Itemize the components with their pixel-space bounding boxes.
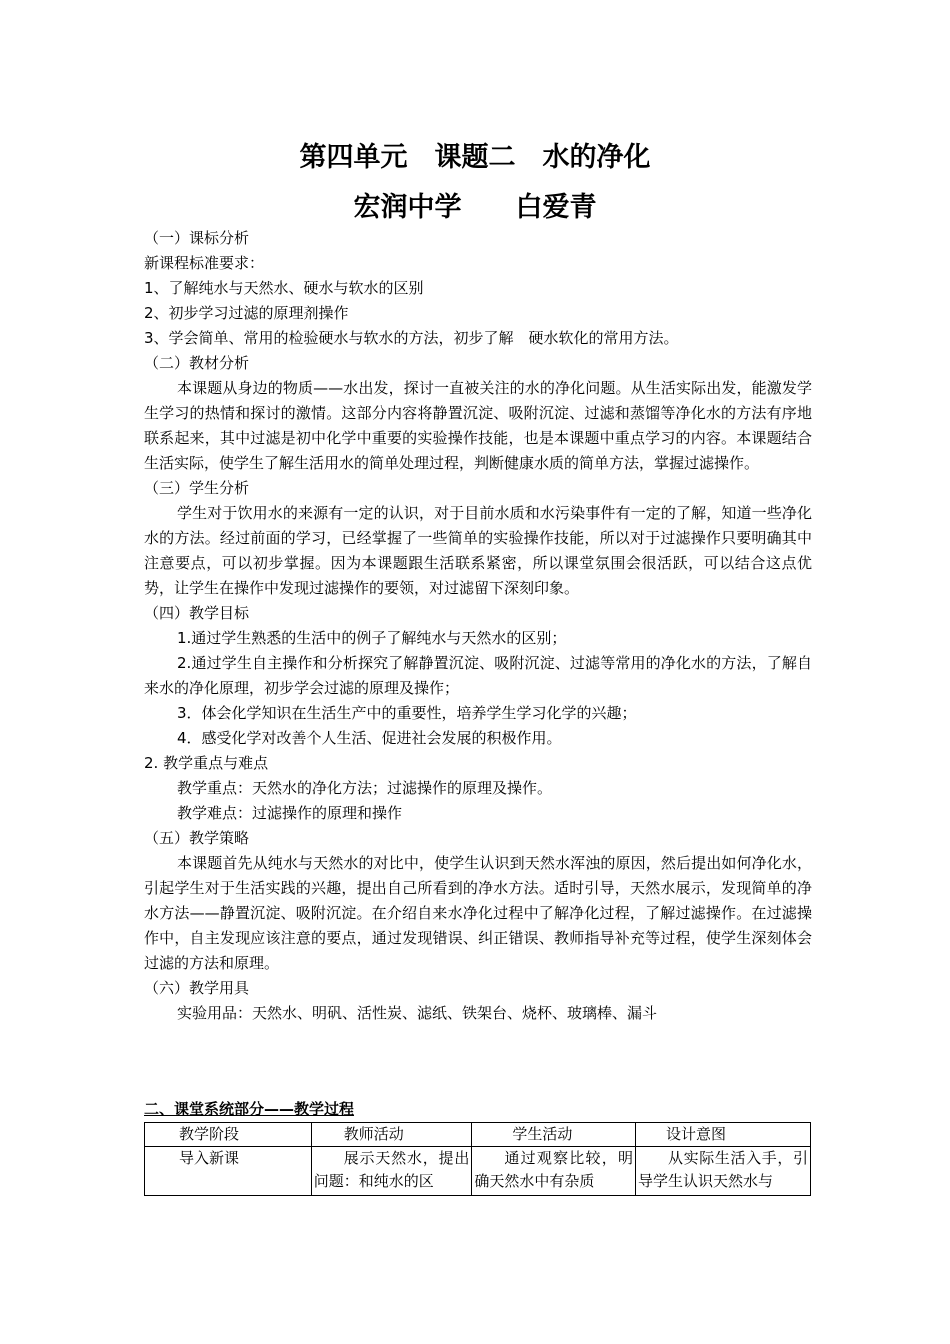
table-header-cell: 教学阶段 <box>145 1123 312 1147</box>
part2-title: 二、课堂系统部分——教学过程 <box>144 1100 355 1118</box>
table-cell: 从实际生活入手，引导学生认识天然水与 <box>636 1147 811 1196</box>
paragraph: 学生对于饮用水的来源有一定的认识，对于目前水质和水污染事件有一定的了解，知道一些净化水的方法。经过前面的学习，已经掌握了一些简单的实验操作技能，所以对于过滤操作只要明确其中注意要点，可以初步掌握。因为本课题跟生活联系紧密，所以课堂氛围会很活跃，可以结合这点优势，让学生在操作中发现过滤操作的要领，对过滤留下深刻印象。 <box>144 504 812 597</box>
list-item: 3．体会化学知识在生活生产中的重要性，培养学生学习化学的兴趣； <box>177 704 637 722</box>
section-heading: （五）教学策略 <box>144 829 250 847</box>
section-heading: （三）学生分析 <box>144 479 250 497</box>
table-header-row <box>145 1123 811 1147</box>
list-item: 2.通过学生自主操作和分析探究了解静置沉淀、吸附沉淀、过滤等常用的净化水的方法，了解自来水的净化原理，初步学会过滤的原理及操作； <box>144 654 812 697</box>
section-heading: （六）教学用具 <box>144 979 250 997</box>
table-cell: 导入新课 <box>145 1147 312 1196</box>
author-line: 宏润中学 白爱青 <box>353 192 597 223</box>
table-row <box>145 1147 811 1196</box>
paragraph: 新课程标准要求： <box>144 254 265 272</box>
paragraph: 本课题首先从纯水与天然水的对比中，使学生认识到天然水浑浊的原因，然后提出如何净化水，引起学生对于生活实践的兴趣，提出自己所看到的净水方法。适时引导，天然水展示，发现简单的净水方法——静置沉淀、吸附沉淀。在介绍自来水净化过程中了解净化过程，了解过滤操作。在过滤操作中，自主发现应该注意的要点，通过发现错误、纠正错误、教师指导补充等过程，使学生深刻体会过滤的方法和原理。 <box>144 854 812 972</box>
list-item: 3、学会简单、常用的检验硬水与软水的方法，初步了解 硬水软化的常用方法。 <box>144 329 679 347</box>
section-heading: 2. 教学重点与难点 <box>144 754 269 772</box>
section-heading: （四）教学目标 <box>144 604 250 622</box>
paragraph: 教学难点：过滤操作的原理和操作 <box>177 804 403 822</box>
list-item: 1.通过学生熟悉的生活中的例子了解纯水与天然水的区别； <box>177 629 567 647</box>
document-body <box>144 226 812 1026</box>
table-header-cell: 教师活动 <box>311 1123 472 1147</box>
list-item: 4．感受化学对改善个人生活、促进社会发展的积极作用。 <box>177 729 562 747</box>
section-heading: （一）课标分析 <box>144 229 250 247</box>
table-header-cell: 学生活动 <box>472 1123 636 1147</box>
table-cell: 通过观察比较，明确天然水中有杂质 <box>472 1147 636 1196</box>
table-cell: 展示天然水，提出问题：和纯水的区 <box>311 1147 472 1196</box>
teaching-process-table <box>144 1122 811 1196</box>
paragraph: 本课题从身边的物质——水出发，探讨一直被关注的水的净化问题。从生活实际出发，能激发学生学习的热情和探讨的激情。这部分内容将静置沉淀、吸附沉淀、过滤和蒸馏等净化水的方法有序地联系起来，其中过滤是初中化学中重要的实验操作技能，也是本课题中重点学习的内容。本课题结合生活实际，使学生了解生活用水的简单处理过程，判断健康水质的简单方法，掌握过滤操作。 <box>144 379 812 472</box>
list-item: 2、初步学习过滤的原理剂操作 <box>144 304 349 322</box>
paragraph: 实验用品：天然水、明矾、活性炭、滤纸、铁架台、烧杯、玻璃棒、漏斗 <box>177 1004 658 1022</box>
paragraph: 教学重点：天然水的净化方法；过滤操作的原理及操作。 <box>177 779 553 797</box>
section-heading: （二）教材分析 <box>144 354 250 372</box>
table-header-cell: 设计意图 <box>636 1123 811 1147</box>
list-item: 1、了解纯水与天然水、硬水与软水的区别 <box>144 279 424 297</box>
document-title: 第四单元 课题二 水的净化 <box>299 142 651 173</box>
